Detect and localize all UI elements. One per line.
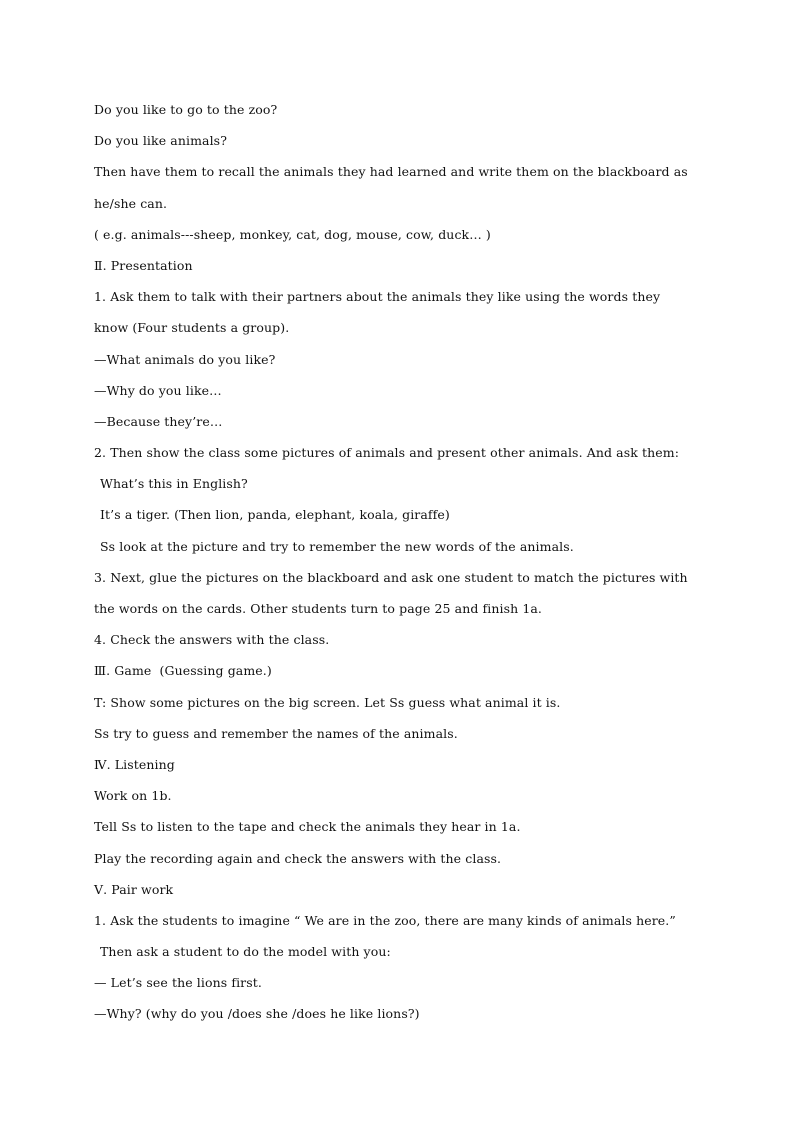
text-line: Then have them to recall the animals they had learned and write them on the blackboard as xyxy=(94,164,688,180)
text-line: 4. Check the answers with the class. xyxy=(94,632,330,648)
section-heading-listening: Ⅳ. Listening xyxy=(94,756,175,772)
text-line: Ss look at the picture and try to remember the new words of the animals. xyxy=(100,538,574,554)
text-line: Do you like animals? xyxy=(94,133,227,149)
dialogue-line: — Let’s see the lions first. xyxy=(94,975,262,991)
dialogue-line: —Because they’re… xyxy=(94,413,223,429)
text-line: know (Four students a group). xyxy=(94,320,290,336)
section-heading-presentation: Ⅱ. Presentation xyxy=(94,257,193,273)
dialogue-line: What’s this in English? xyxy=(100,476,248,492)
text-line: Work on 1b. xyxy=(94,788,172,804)
section-heading-game: Ⅲ. Game (Guessing game.) xyxy=(94,663,272,679)
text-line: T: Show some pictures on the big screen. Let Ss guess what animal it is. xyxy=(94,694,561,710)
section-heading-pair-work: Ⅴ. Pair work xyxy=(94,881,174,897)
text-line: Ss try to guess and remember the names of the animals. xyxy=(94,725,458,741)
text-line: 1. Ask them to talk with their partners about the animals they like using the words they xyxy=(94,289,661,305)
dialogue-line: —Why? (why do you /does she /does he like lions?) xyxy=(94,1006,420,1022)
dialogue-line: —What animals do you like? xyxy=(94,351,276,367)
text-line: he/she can. xyxy=(94,195,168,211)
text-line: Tell Ss to listen to the tape and check the animals they hear in 1a. xyxy=(94,819,521,835)
text-line: 2. Then show the class some pictures of animals and present other animals. And ask them: xyxy=(94,445,680,461)
text-line: 1. Ask the students to imagine “ We are in the zoo, there are many kinds of animals here.” xyxy=(94,912,676,928)
text-line: the words on the cards. Other students turn to page 25 and finish 1a. xyxy=(94,601,543,616)
document-body xyxy=(94,99,706,1035)
text-line: ( e.g. animals---sheep, monkey, cat, dog, mouse, cow, duck… ) xyxy=(94,226,491,242)
dialogue-line: It’s a tiger. (Then lion, panda, elephant, koala, giraffe) xyxy=(100,507,450,523)
text-line: Do you like to go to the zoo? xyxy=(94,102,278,117)
text-line: Play the recording again and check the answers with the class. xyxy=(94,850,502,866)
text-line: Then ask a student to do the model with you: xyxy=(100,944,391,960)
dialogue-line: —Why do you like… xyxy=(94,382,222,398)
text-line: 3. Next, glue the pictures on the blackboard and ask one student to match the pictures with xyxy=(94,569,688,585)
